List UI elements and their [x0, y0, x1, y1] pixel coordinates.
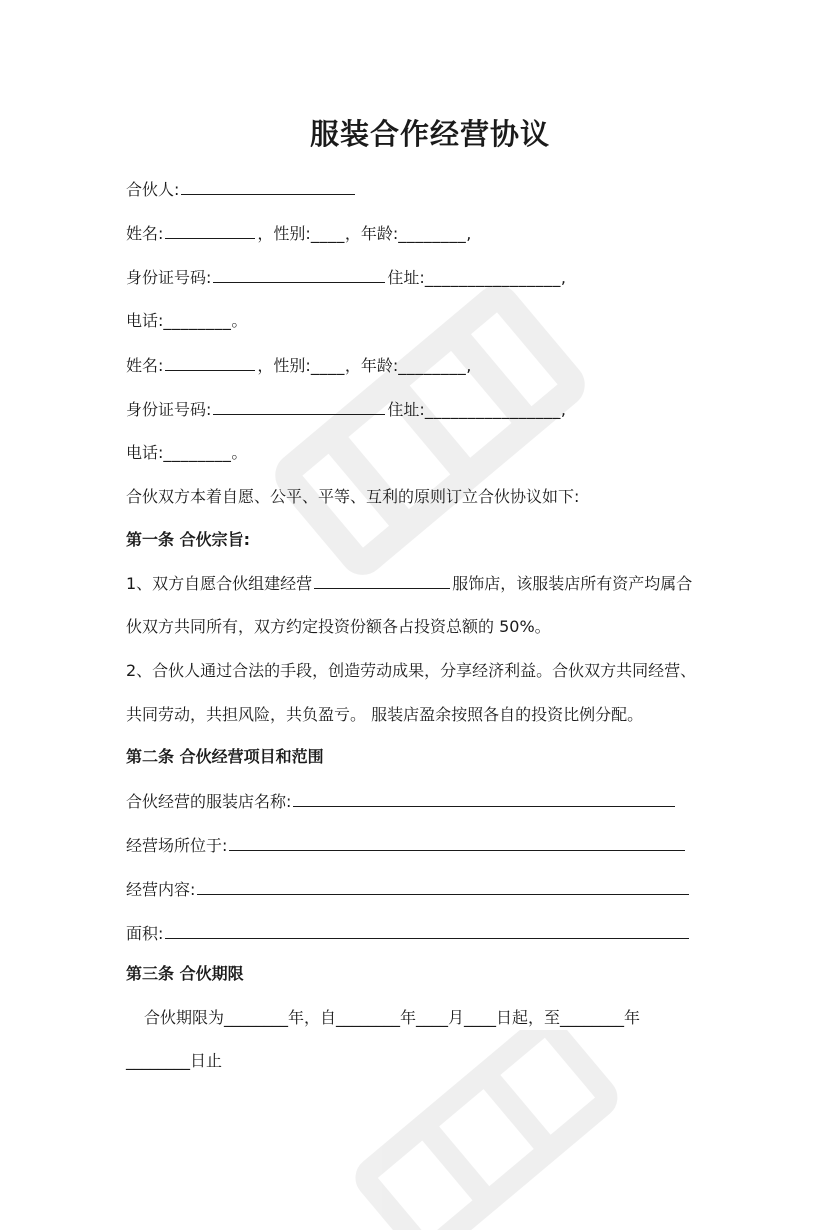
gender-label: ，性别:: [257, 224, 311, 243]
location-line: [126, 834, 687, 857]
store-name-label: 合伙经营的服装店名称:: [126, 792, 292, 811]
name-label: 姓名:: [126, 356, 164, 375]
party2-name-line: [126, 354, 472, 377]
id-label: 身份证号码:: [126, 400, 212, 419]
phone-blank[interactable]: ________。: [163, 311, 248, 330]
party1-name-line: [126, 222, 472, 245]
address-label: 住址:: [387, 268, 425, 287]
term-line2: ________日止: [126, 1051, 223, 1070]
article1-p2-line1: 2、合伙人通过合法的手段，创造劳动成果，分享经济利益。合伙双方共同经营、: [126, 661, 697, 680]
phone-blank[interactable]: ________。: [163, 443, 248, 462]
area-line: [126, 922, 691, 945]
area-label: 面积:: [126, 924, 164, 943]
store-name-blank[interactable]: [293, 790, 675, 807]
article1-p1-line1: [126, 572, 692, 595]
id-label: 身份证号码:: [126, 268, 212, 287]
term-line1: 合伙期限为________年，自________年____月____日起，至________年: [144, 1008, 641, 1027]
store-name-line: [126, 790, 677, 813]
age-label: ，年龄:: [344, 356, 399, 375]
document-title: 服装合作经营协议: [309, 117, 550, 151]
name-label: 姓名:: [126, 224, 164, 243]
address-label: 住址:: [387, 400, 425, 419]
name-blank[interactable]: [165, 354, 255, 371]
article1-p2-line2: 共同劳动，共担风险，共负盈亏。 服装店盈余按照各自的投资比例分配。: [126, 705, 644, 724]
partner-label: 合伙人:: [126, 180, 180, 199]
article1-p1-b: 服饰店，该服装店所有资产均属合: [452, 574, 693, 593]
article2-heading: 第二条 合伙经营项目和范围: [126, 747, 324, 766]
location-blank[interactable]: [229, 834, 685, 851]
article3-heading: 第三条 合伙期限: [126, 964, 244, 983]
watermark-logo-bottom: [330, 1030, 630, 1230]
content-line: [126, 878, 691, 901]
id-blank[interactable]: [213, 266, 385, 283]
watermark-logo: [250, 250, 610, 610]
id-blank[interactable]: [213, 398, 385, 415]
article1-p1-line2: 伙双方共同所有，双方约定投资份额各占投资总额的 50%。: [126, 617, 551, 636]
name-blank[interactable]: [165, 222, 255, 239]
content-label: 经营内容:: [126, 880, 196, 899]
party1-id-line: [126, 266, 566, 289]
intro-text: 合伙双方本着自愿、公平、平等、互利的原则订立合伙协议如下:: [126, 487, 580, 506]
gender-blank[interactable]: ____: [310, 224, 345, 243]
partner-blank[interactable]: [181, 178, 355, 195]
party2-phone-line: [126, 442, 248, 464]
age-label: ，年龄:: [344, 224, 399, 243]
gender-blank[interactable]: ____: [310, 356, 345, 375]
party1-phone-line: [126, 310, 248, 332]
article1-heading: 第一条 合伙宗旨:: [126, 530, 250, 549]
party2-id-line: [126, 398, 566, 421]
age-blank[interactable]: ________,: [398, 224, 472, 243]
location-label: 经营场所位于:: [126, 836, 228, 855]
gender-label: ，性别:: [257, 356, 311, 375]
area-blank[interactable]: [165, 922, 689, 939]
address-blank[interactable]: ________________,: [424, 268, 567, 287]
store-blank[interactable]: [314, 572, 450, 589]
article1-p1-a: 1、双方自愿合伙组建经营: [126, 574, 313, 593]
content-blank[interactable]: [197, 878, 689, 895]
phone-label: 电话:: [126, 443, 164, 462]
age-blank[interactable]: ________,: [398, 356, 472, 375]
phone-label: 电话:: [126, 311, 164, 330]
partner-line: [126, 178, 357, 201]
address-blank[interactable]: ________________,: [424, 400, 567, 419]
